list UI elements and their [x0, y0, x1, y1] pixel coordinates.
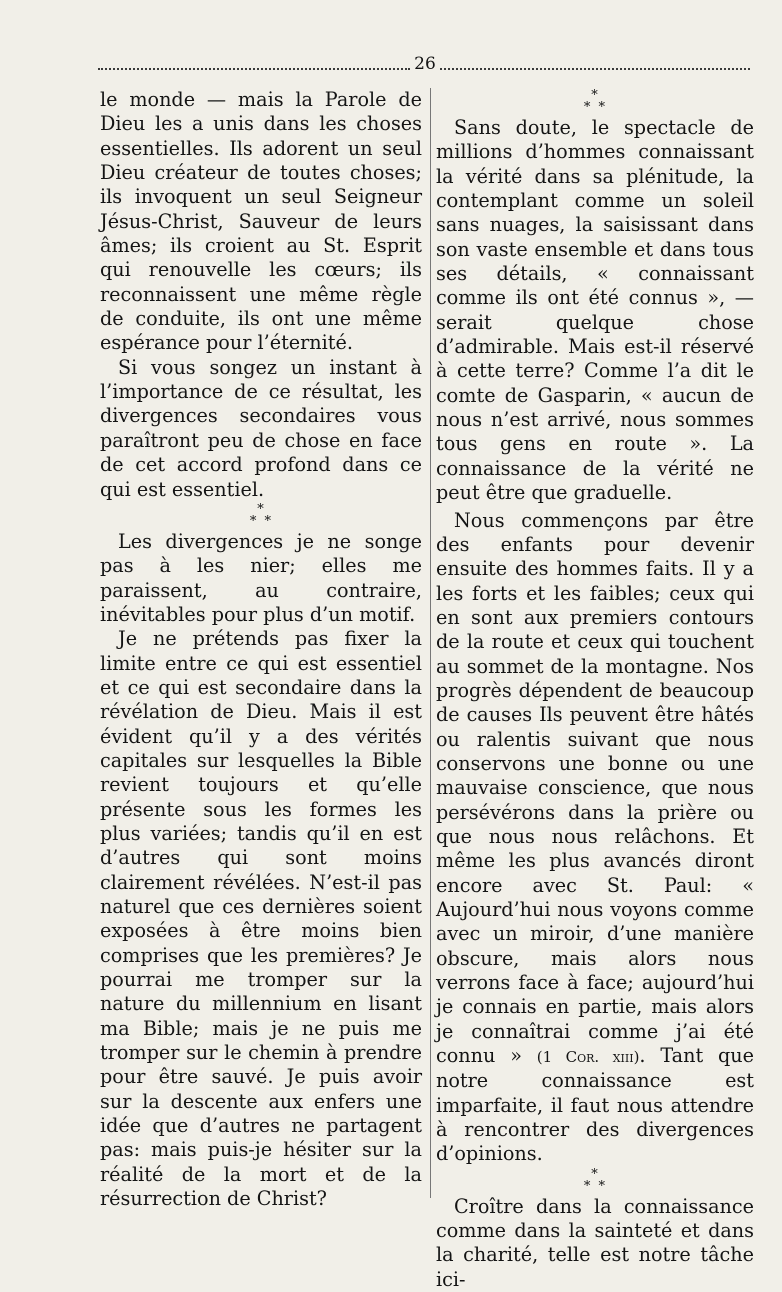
right-paragraph-1: Sans doute, le spectacle de millions d’hommes connaissant la vérité dans sa plénitude, la contemplant comme un soleil sans nuages, la saisissant dans son vaste ensemble et dans tous ses détails, « connaissant comme ils ont été connus », — serait quelque chose d’admirable. Mais est-il réservé à cette terre? Comme l’a dit le comte de Gasparin, « aucun de nous n’est arrivé, nous sommes tous gens en route ». La connaissance de la vérité ne peut être que graduelle.: [436, 116, 754, 505]
asterism-ornament: [100, 502, 422, 530]
header-rule-left: [98, 68, 410, 70]
asterism-bottom: * *: [583, 1178, 607, 1194]
right-column: [436, 88, 754, 1292]
left-paragraph-1: le monde — mais la Parole de Dieu les a unis dans les choses essentielles. Ils adorent un seul Dieu créateur de toutes choses; ils invoquent un seul Seigneur Jésus-Christ, Sauveur de leurs âmes; ils croient au St. Esprit qui renouvelle les cœurs; ils reconnaissent une même règle de conduite, ils ont une même espérance pour l’éternité.: [100, 88, 422, 355]
left-paragraph-2: Si vous songez un instant à l’importance de ce résultat, les divergences secondaires vous paraîtront peu de chose en face de cet accord profond dans ce qui est essentiel.: [100, 355, 422, 501]
header-rule-right: [440, 68, 750, 70]
asterism-bottom: * *: [583, 100, 607, 115]
page-number: 26: [414, 54, 436, 74]
right-paragraph-2-text: Nous commençons par être des enfants pour devenir ensuite des hommes faits. Il y a les forts et les faibles; ceux qui en sont aux premiers contours de la route et ceux qui touchent au sommet de la montagne. Nos progrès dépendent de beaucoup de causes Ils peuvent être hâtés ou ralentis suivant que nous conservons une bonne ou une mauvaise conscience, que nous persévérons dans la prière ou que nous nous relâchons. Et même les plus avancés diront encore avec St. Paul: « Aujourd’hui nous voyons comme avec un miroir, d’une manière obscure, mais alors nous verrons face à face; aujourd’hui je connais en partie, mais alors je connaîtrai comme j’ai été connu »: [436, 508, 754, 1068]
left-paragraph-4: Je ne prétends pas fixer la limite entre ce qui est essentiel et ce qui est secondaire dans la révélation de Dieu. Mais il est évident qu’il y a des vérités capitales sur lesquelles la Bible revient toujours et qu’elle présente sous les formes les plus variées; tandis qu’il en est d’autres qui sont moins clairement révélées. N’est-il pas naturel que ces dernières soient exposées à être moins bien comprises que les premières? Je pourrai me tromper sur la nature du millennium en lisant ma Bible; mais je ne puis me tromper sur le chemin à prendre pour être sauvé. Je puis avoir sur la descente aux enfers une idée que d’autres ne partagent pas: mais puis-je hésiter sur la réalité de la mort et de la résurrection de Christ?: [100, 627, 422, 1211]
asterism-ornament: [436, 88, 754, 116]
column-divider: [430, 88, 431, 1198]
asterism-ornament: [436, 1167, 754, 1195]
asterism-bottom: * *: [249, 513, 273, 529]
left-paragraph-3: Les divergences je ne songe pas à les nier; elles me paraissent, au contraire, inévitables pour plus d’un motif.: [100, 529, 422, 626]
asterism-top: *: [257, 501, 265, 517]
asterism-top: *: [591, 88, 599, 103]
right-paragraph-2: [436, 509, 754, 1167]
scripture-reference: (1 Cor. xiii): [536, 1048, 640, 1067]
right-paragraph-2-end: . Tant que notre connaissance est imparfaite, il faut nous attendre à rencontrer des divergences d’opinions.: [436, 1044, 754, 1166]
asterism-top: *: [591, 1166, 599, 1182]
left-column: [100, 88, 422, 1211]
right-paragraph-3: Croître dans la connaissance comme dans la sainteté et dans la charité, telle est notre tâche ici-: [436, 1194, 754, 1291]
